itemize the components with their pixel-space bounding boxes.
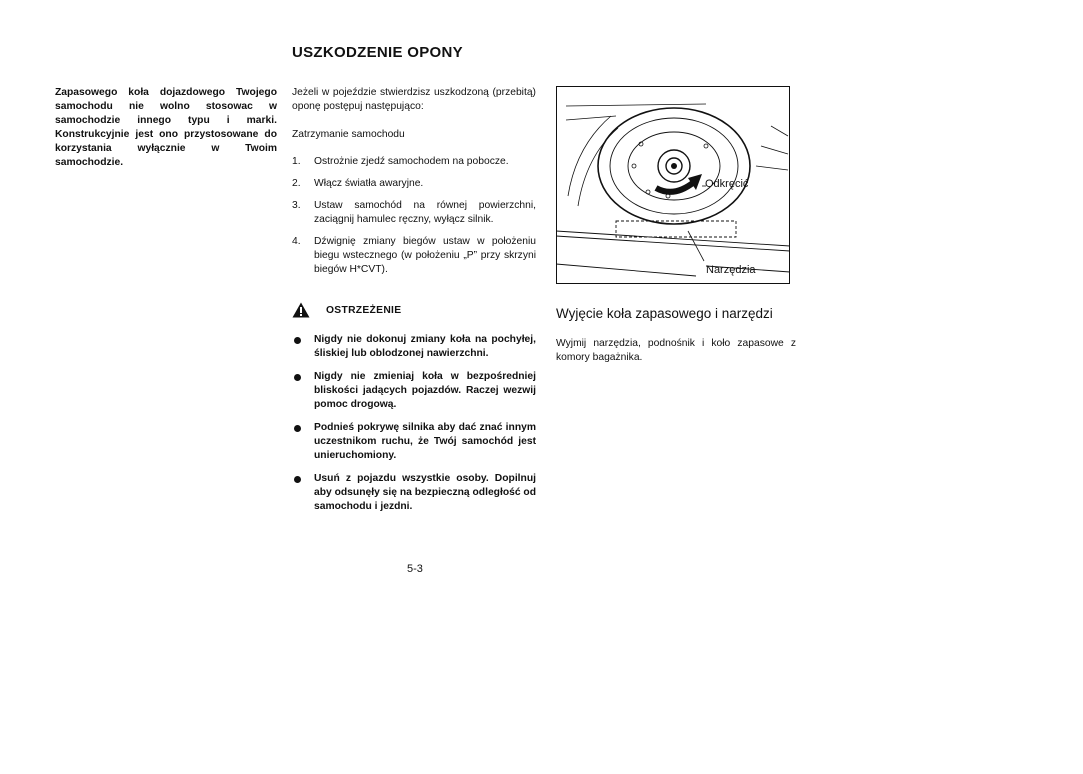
section-heading: Zatrzymanie samochodu bbox=[292, 129, 405, 140]
figure-label-unscrew: Odkręcić bbox=[705, 178, 749, 190]
intro-paragraph: Jeżeli w pojeździe stwierdzisz uszkodzoną (przebitą) oponę postępuj następująco: bbox=[292, 87, 536, 112]
bullet-dot-icon bbox=[294, 476, 301, 483]
caption-paragraph: Wyjmij narzędzia, podnośnik i koło zapasowe z komory bagażnika. bbox=[556, 338, 796, 363]
warning-title: OSTRZEŻENIE bbox=[326, 304, 402, 316]
step-item: 4. Dźwignię zmiany biegów ustaw w położeniu biegu wstecznego (w położeniu „P” przy skrzyni biegów H*CVT). bbox=[292, 236, 536, 275]
spare-wheel-illustration bbox=[556, 86, 790, 284]
bullet-dot-icon bbox=[294, 337, 301, 344]
warnings-list bbox=[292, 333, 536, 523]
warning-item: Podnieś pokrywę silnika aby dać znać innym uczestnikom ruchu, że Twój samochód jest unieruchomiony. bbox=[292, 421, 536, 463]
steps-list bbox=[292, 155, 536, 285]
warning-header bbox=[292, 300, 401, 320]
figure-caption: Wyjęcie koła zapasowego i narzędzi bbox=[556, 306, 773, 321]
step-item: 1. Ostrożnie zjedź samochodem na pobocze. bbox=[292, 156, 509, 167]
step-item: 3. Ustaw samochód na równej powierzchni, zaciągnij hamulec ręczny, wyłącz silnik. bbox=[292, 200, 536, 225]
page-title: USZKODZENIE OPONY bbox=[292, 44, 463, 61]
side-note: Zapasowego koła dojazdowego Twojego samochodu nie wolno stosowac w samochodzie innego typu i marki. Konstrukcyjnie jest ono przystosowane do korzystania wyłącznie w Twoim samochodzie. bbox=[55, 87, 277, 168]
bullet-dot-icon bbox=[294, 374, 301, 381]
figure-label-tools: Narzędzia bbox=[706, 264, 756, 276]
warning-item: Nigdy nie zmieniaj koła w bezpośredniej bliskości jadących pojazdów. Raczej wezwij pomoc drogową. bbox=[292, 370, 536, 412]
page-number: 5-3 bbox=[407, 563, 423, 575]
bullet-dot-icon bbox=[294, 425, 301, 432]
warning-item: Nigdy nie dokonuj zmiany koła na pochyłej, śliskiej lub oblodzonej nawierzchni. bbox=[292, 333, 536, 361]
warning-triangle-icon bbox=[292, 302, 310, 318]
step-item: 2. Włącz światła awaryjne. bbox=[292, 178, 424, 189]
warning-item: Usuń z pojazdu wszystkie osoby. Dopilnuj aby odsunęły się na bezpieczną odległość od samochodu i jezdni. bbox=[292, 472, 536, 514]
